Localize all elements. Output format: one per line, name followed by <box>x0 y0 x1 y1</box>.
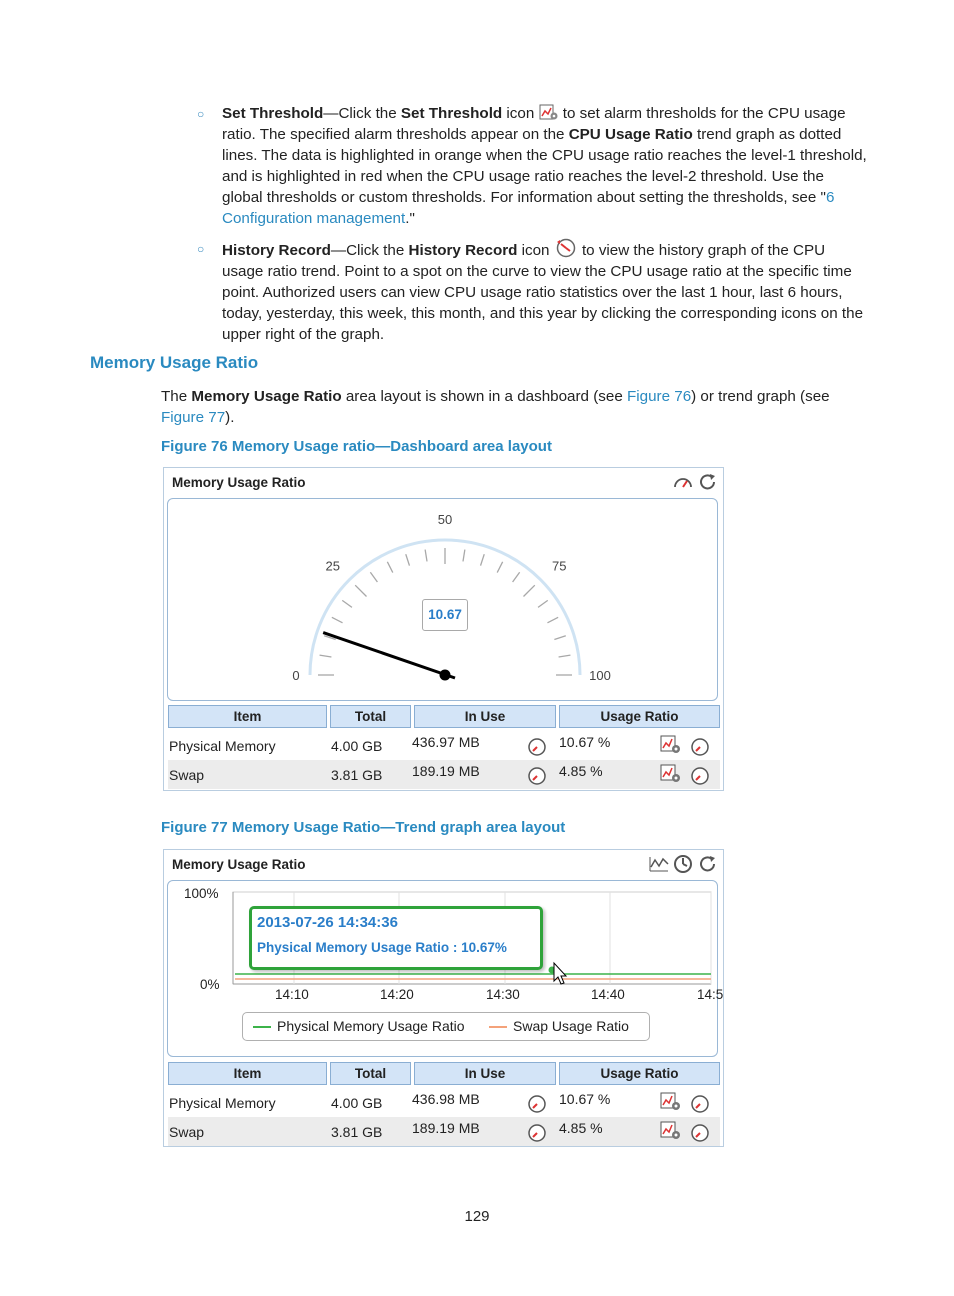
panel-header <box>164 468 723 496</box>
chart-tooltip <box>249 906 543 970</box>
gauge-label: 100 <box>589 668 611 683</box>
gauge-tick <box>538 600 548 607</box>
gauge-label: 25 <box>325 558 340 574</box>
dashboard-panel <box>163 467 724 791</box>
cell-usage-ratio: 4.85 % <box>559 1120 603 1136</box>
trend-view-icon[interactable] <box>649 855 669 878</box>
cell-in-use: 189.19 MB <box>412 763 480 779</box>
column-header-item: Item <box>168 705 327 728</box>
table-row <box>168 731 720 760</box>
gauge-needle <box>323 633 455 678</box>
x-axis-label: 14:30 <box>486 987 520 1002</box>
page-number: 129 <box>464 1208 490 1225</box>
history-record-paragraph: History Record—Click the History Record icon to view the history graph of the CPU usage ratio trend. Point to a spot on the curve to view the CPU usage ratio at the specific time point. Authorized users can view CPU usage ratio statistics over the last 1 hour, last 6 hours, today, yesterday, this week, this month, and this year by clicking the corresponding icons on the upper right of the graph. <box>222 238 867 345</box>
set-threshold-icon[interactable] <box>660 1121 682 1144</box>
gauge-tick <box>320 655 332 657</box>
history-record-icon[interactable] <box>690 737 710 760</box>
gauge-tick <box>332 617 343 622</box>
set-threshold-icon[interactable] <box>660 764 682 787</box>
set-threshold-icon <box>539 104 559 121</box>
cell-total: 4.00 GB <box>331 738 383 754</box>
section-heading: Memory Usage Ratio <box>90 353 259 372</box>
bullet-marker: ○ <box>197 242 205 256</box>
configuration-management-link[interactable]: 6 Configuration management <box>222 189 835 227</box>
gauge-tick <box>523 585 534 596</box>
history-record-icon[interactable] <box>527 766 547 789</box>
set-threshold-icon[interactable] <box>660 1092 682 1115</box>
cell-in-use: 436.97 MB <box>412 734 480 750</box>
cell-total: 3.81 GB <box>331 1124 383 1140</box>
history-record-icon[interactable] <box>690 1094 710 1117</box>
legend-label-swap[interactable]: Swap Usage Ratio <box>513 1018 629 1034</box>
trend-panel <box>163 849 724 1147</box>
history-record-icon[interactable] <box>527 1094 547 1117</box>
history-record-icon[interactable] <box>690 766 710 789</box>
set-threshold-icon[interactable] <box>660 735 682 758</box>
gauge-view-icon[interactable] <box>673 473 693 496</box>
legend-label-physical[interactable]: Physical Memory Usage Ratio <box>277 1018 465 1034</box>
column-header-in-use: In Use <box>414 705 556 728</box>
gauge-value-label: 10.67 <box>428 607 462 622</box>
cell-usage-ratio: 10.67 % <box>559 734 611 750</box>
gauge-tick <box>463 550 465 562</box>
gauge-tick <box>513 572 520 582</box>
gauge-tick <box>547 617 558 622</box>
panel-header <box>164 850 723 878</box>
cell-in-use: 189.19 MB <box>412 1120 480 1136</box>
cell-item: Physical Memory <box>169 1095 276 1111</box>
chart-legend <box>242 1012 650 1041</box>
gauge-label: 50 <box>437 512 453 527</box>
bullet-marker: ○ <box>197 107 205 121</box>
memory-table <box>168 1062 720 1144</box>
cell-item: Swap <box>169 767 205 783</box>
table-row <box>168 1117 720 1146</box>
x-axis-label: 14:20 <box>380 987 414 1002</box>
history-record-icon[interactable] <box>690 1123 710 1146</box>
history-record-icon <box>554 238 578 258</box>
cell-usage-ratio: 4.85 % <box>559 763 603 779</box>
gauge-tick <box>425 550 427 562</box>
memory-table <box>168 705 720 787</box>
column-header-item: Item <box>168 1062 327 1085</box>
cell-item: Swap <box>169 1124 205 1140</box>
gauge-tick <box>554 636 565 640</box>
cell-total: 4.00 GB <box>331 1095 383 1111</box>
gauge-tick <box>559 655 571 657</box>
legend-swatch-physical <box>253 1026 271 1028</box>
gauge-tick <box>355 585 366 596</box>
history-record-icon[interactable] <box>527 737 547 760</box>
figure-76-link[interactable]: Figure 76 <box>626 388 692 405</box>
gauge-tick <box>497 562 502 573</box>
tooltip-time: 2013-07-26 14:34:36 <box>257 914 398 931</box>
cell-total: 3.81 GB <box>331 767 383 783</box>
figure-77-link[interactable]: Figure 77 <box>161 409 226 426</box>
x-axis-label: 14:40 <box>591 987 625 1002</box>
gauge-tick <box>406 554 410 565</box>
gauge-tick <box>387 562 392 573</box>
panel-title: Memory Usage Ratio <box>172 857 306 872</box>
trend-container <box>167 880 724 1057</box>
cell-in-use: 436.98 MB <box>412 1091 480 1107</box>
cell-usage-ratio: 10.67 % <box>559 1091 611 1107</box>
panel-title: Memory Usage Ratio <box>172 475 306 490</box>
x-axis-label: 14:5 <box>697 987 724 1002</box>
column-header-total: Total <box>330 1062 411 1085</box>
intro-paragraph: The Memory Usage Ratio area layout is shown in a dashboard (see Figure 76) or trend graph (see Figure 77). <box>161 388 830 426</box>
gauge-tick <box>370 572 377 582</box>
column-header-total: Total <box>330 705 411 728</box>
gauge-label: 0 <box>292 668 300 683</box>
y-axis-label: 0% <box>200 977 220 992</box>
column-header-usage-ratio: Usage Ratio <box>559 1062 720 1085</box>
refresh-icon[interactable] <box>698 472 718 497</box>
column-header-usage-ratio: Usage Ratio <box>559 705 720 728</box>
figure-77-caption: Figure 77 Memory Usage Ratio—Trend graph area layout <box>161 819 566 836</box>
gauge-tick <box>342 600 352 607</box>
column-header-in-use: In Use <box>414 1062 556 1085</box>
y-axis-label: 100% <box>184 886 219 901</box>
history-record-icon[interactable] <box>527 1123 547 1146</box>
gauge-value-box <box>422 599 468 631</box>
gauge-label: 75 <box>552 558 567 574</box>
set-threshold-paragraph: Set Threshold—Click the Set Threshold icon to set alarm thresholds for the CPU usage ratio. The specified alarm thresholds appear on the CPU Usage Ratio trend graph as dotted lines. The data is highlighted in orange when the CPU usage ratio reaches the level-1 threshold, and is highlighted in red when the CPU usage ratio reaches the level-2 threshold. Use the global thresholds or custom thresholds. For information about setting the thresholds, see "6 Configuration management." <box>222 105 867 227</box>
history-record-icon[interactable] <box>673 854 693 879</box>
refresh-icon[interactable] <box>698 854 718 879</box>
gauge-needle-hub <box>440 670 451 681</box>
tooltip-value: Physical Memory Usage Ratio : 10.67% <box>257 940 507 955</box>
table-row <box>168 1088 720 1117</box>
cell-item: Physical Memory <box>169 738 276 754</box>
legend-swatch-swap <box>489 1026 507 1028</box>
table-row <box>168 760 720 789</box>
x-axis-label: 14:10 <box>275 987 309 1002</box>
gauge-tick <box>481 554 485 565</box>
gauge-container <box>167 498 718 701</box>
figure-76-caption: Figure 76 Memory Usage ratio—Dashboard area layout <box>161 438 552 455</box>
